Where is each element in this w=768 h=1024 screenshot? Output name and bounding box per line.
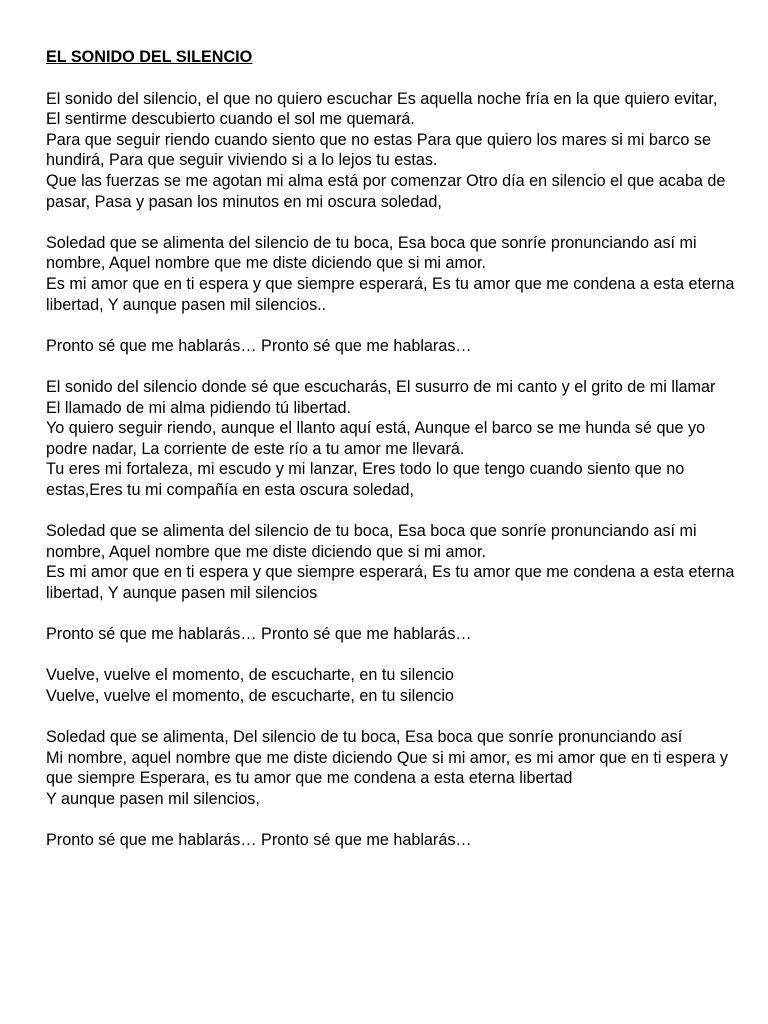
- lyric-line: Mi nombre, aquel nombre que me diste diciendo Que si mi amor, es mi amor que en ti espera y que siempre Esperara, es tu amor que me condena a esta eterna libertad: [46, 748, 729, 788]
- lyric-line: Soledad que se alimenta del silencio de tu boca, Esa boca que sonríe pronunciando así mi nombre, Aquel nombre que me diste diciendo que si mi amor.: [46, 233, 697, 273]
- stanza-7: [46, 665, 736, 706]
- lyric-line: Pronto sé que me hablarás… Pronto sé que me hablarás…: [46, 830, 472, 849]
- lyric-line: Es mi amor que en ti espera y que siempre esperará, Es tu amor que me condena a esta eterna libertad, Y aunque pasen mil silencios: [46, 563, 735, 602]
- stanza-1: [46, 89, 736, 213]
- lyric-line: El sentirme descubierto cuando el sol me quemará.: [46, 110, 415, 129]
- lyric-line: Vuelve, vuelve el momento, de escucharte, en tu silencio: [46, 666, 454, 685]
- document-page: [46, 47, 736, 871]
- stanza-9: [46, 830, 736, 851]
- lyric-line: Y aunque pasen mil silencios,: [46, 789, 260, 808]
- lyric-line: El llamado de mi alma pidiendo tú libertad.: [46, 398, 352, 417]
- stanza-5: [46, 521, 736, 603]
- lyric-line: Tu eres mi fortaleza, mi escudo y mi lanzar, Eres todo lo que tengo cuando siento que no estas,Eres tu mi compañía en esta oscura soledad,: [46, 460, 685, 499]
- document-title: EL SONIDO DEL SILENCIO: [46, 48, 253, 66]
- stanza-4: [46, 377, 736, 501]
- stanza-8: [46, 727, 736, 809]
- lyric-line: El sonido del silencio donde sé que escucharás, El susurro de mi canto y el grito de mi llamar: [46, 377, 716, 396]
- lyric-line: Soledad que se alimenta, Del silencio de tu boca, Esa boca que sonríe pronunciando así: [46, 728, 683, 746]
- lyric-line: Soledad que se alimenta del silencio de tu boca, Esa boca que sonríe pronunciando así mi nombre, Aquel nombre que me diste diciendo que si mi amor.: [46, 522, 697, 561]
- lyric-line: Para que seguir riendo cuando siento que no estas Para que quiero los mares si mi barco se hundirá, Para que seguir viviendo si a lo lejos tu estas.: [46, 130, 711, 170]
- stanza-2: [46, 233, 736, 315]
- stanza-6: [46, 624, 736, 645]
- lyric-line: Es mi amor que en ti espera y que siempre esperará, Es tu amor que me condena a esta eterna libertad, Y aunque pasen mil silencios..: [46, 274, 735, 314]
- stanza-3: [46, 336, 736, 357]
- lyric-line: Que las fuerzas se me agotan mi alma está por comenzar Otro día en silencio el que acaba de pasar, Pasa y pasan los minutos en mi oscura soledad,: [46, 171, 726, 211]
- lyric-line: El sonido del silencio, el que no quiero escuchar Es aquella noche fría en la que quiero evitar,: [46, 89, 718, 108]
- lyric-line: Pronto sé que me hablarás… Pronto sé que me hablaras…: [46, 336, 472, 355]
- lyric-line: Vuelve, vuelve el momento, de escucharte, en tu silencio: [46, 686, 454, 705]
- lyric-line: Pronto sé que me hablarás… Pronto sé que me hablarás…: [46, 625, 472, 644]
- lyric-line: Yo quiero seguir riendo, aunque el llanto aquí está, Aunque el barco se me hunda sé que yo podre nadar, La corriente de este río a tu amor me llevará.: [46, 419, 706, 458]
